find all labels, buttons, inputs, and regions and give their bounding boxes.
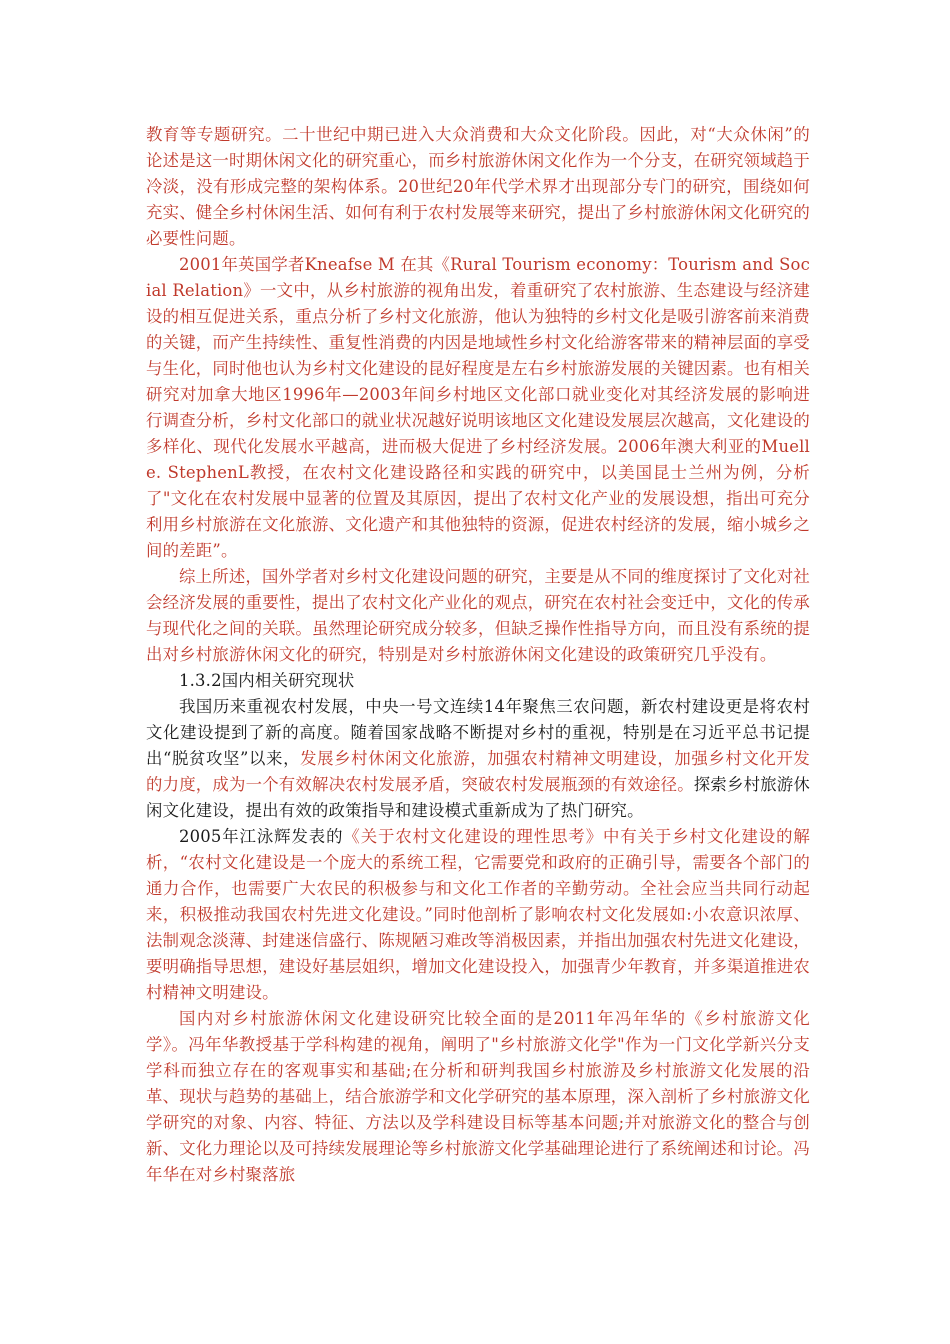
paragraph-4-text-c: 探索乡村旅游休闲文化建设，提出有效的政策指导和建设模式重新成为了热门研究。 xyxy=(146,775,810,820)
paragraph-5-text-b: 《关于农村文化建设的理性思考》中有关于乡村文化建设的解析，“农村文化建设是一个庞大的系统工程，它需要党和政府的正确引导，需要各个部门的通力合作，也需要广大农民的积极参与和文化工作者的辛勤劳动。全社会应当共同行动起来，积极推动我国农村先进文化建设。”同时他剖析了影响农村文化发展如:小农意识浓厚、法制观念淡薄、封建迷信盛行、陈规陋习难改等消极因素，并指出加强农村先进文化建设，要明确指导思想，建设好基层姐织，增加文化建设投入，加强青少年教育，并多渠道推进农村精神文明建设。 xyxy=(146,827,810,1002)
paragraph-1 xyxy=(146,122,810,252)
paragraph-5-text-a: 2005年江泳辉发表的 xyxy=(179,827,344,846)
section-heading-text: 1.3.2国内相关研究现状 xyxy=(179,671,355,690)
paragraph-6-text: 国内对乡村旅游休闲文化建设研究比较全面的是2011年冯年华的《乡村旅游文化学》。冯年华教授基于学科构建的视角，阐明了"乡村旅游文化学"作为一门文化学新兴分支学科而独立存在的客观事实和基础;在分析和研判我国乡村旅游及乡村旅游文化发展的沿革、现状与趋势的基础上，结合旅游学和文化学研究的基本原理，深入剖析了乡村旅游文化学研究的对象、内容、特征、方法以及学科建设目标等基本问题;并对旅游文化的整合与创新、文化力理论以及可持续发展理论等乡村旅游文化学基础理论进行了系统阐述和讨论。冯年华在对乡村聚落旅 xyxy=(146,1009,810,1184)
document-page xyxy=(146,122,810,1188)
paragraph-4 xyxy=(146,694,810,824)
paragraph-4-text-a: 我国历来重视农村发展，中央一号文连续14年聚焦三农问题，新农村建设更是将农村文化建设提到了新的高度。随着国家战略不断提对乡村的重视，特别是在习近平总书记提出“脱贫攻坚”以来， xyxy=(146,697,810,768)
section-heading xyxy=(146,668,810,694)
paragraph-6 xyxy=(146,1006,810,1188)
paragraph-4-text-b: 发展乡村休闲文化旅游，加强农村精神文明建设，加强乡村文化开发的力度，成为一个有效解决农村发展矛盾，突破农村发展瓶颈的有效途径。 xyxy=(146,749,810,794)
paragraph-2-text: 2001年英国学者Kneafse M 在其《Rural Tourism economy：Tourism and Social Relation》一文中，从乡村旅游的视角出发，着重研究了农村旅游、生态建设与经济建设的相互促进关系，重点分析了乡村文化旅游，他认为独特的乡村文化是吸引游客前来消费的关键，而产生持续性、重复性消费的内因是地域性乡村文化给游客带来的精神层面的享受与生化，同时他也认为乡村文化建设的昆好程度是左右乡村旅游发展的关键因素。也有相关研究对加拿大地区1996年—2003年间乡村地区文化部口就业变化对其经济发展的影响进行调查分析，乡村文化部口的就业状况越好说明该地区文化建设发展层次越高，文化建设的多样化、现代化发展水平越高，进而极大促进了乡村经济发展。2006年澳大利亚的Muelle. StephenL教授，在农村文化建设路径和实践的研究中，以美国昆士兰州为例，分析了"文化在农村发展中显著的位置及其原因，提出了农村文化产业的发展设想，指出可充分利用乡村旅游在文化旅游、文化遗产和其他独特的资源，促进农村经济的发展，缩小城乡之间的差距”。 xyxy=(146,255,810,560)
paragraph-3 xyxy=(146,564,810,668)
paragraph-5 xyxy=(146,824,810,1006)
paragraph-2 xyxy=(146,252,810,564)
paragraph-1-text: 教育等专题研究。二十世纪中期已进入大众消费和大众文化阶段。因此，对“大众休闲”的论述是这一时期休闲文化的研究重心，而乡村旅游休闲文化作为一个分支，在研究领域趋于冷淡，没有形成完整的架构体系。20世纪20年代学术界才出现部分专门的研究，围绕如何充实、健全乡村休闲生活、如何有利于农村发展等来研究，提出了乡村旅游休闲文化研究的必要性问题。 xyxy=(146,125,810,248)
paragraph-3-text: 综上所述，国外学者对乡村文化建设问题的研究，主要是从不同的维度探讨了文化对社会经济发展的重要性，提出了农村文化产业化的观点，研究在农村社会变迁中，文化的传承与现代化之间的关联。虽然理论研究成分较多，但缺乏操作性指导方向，而且没有系统的提出对乡村旅游休闲文化的研究，特别是对乡村旅游休闲文化建设的政策研究几乎没有。 xyxy=(146,567,810,664)
